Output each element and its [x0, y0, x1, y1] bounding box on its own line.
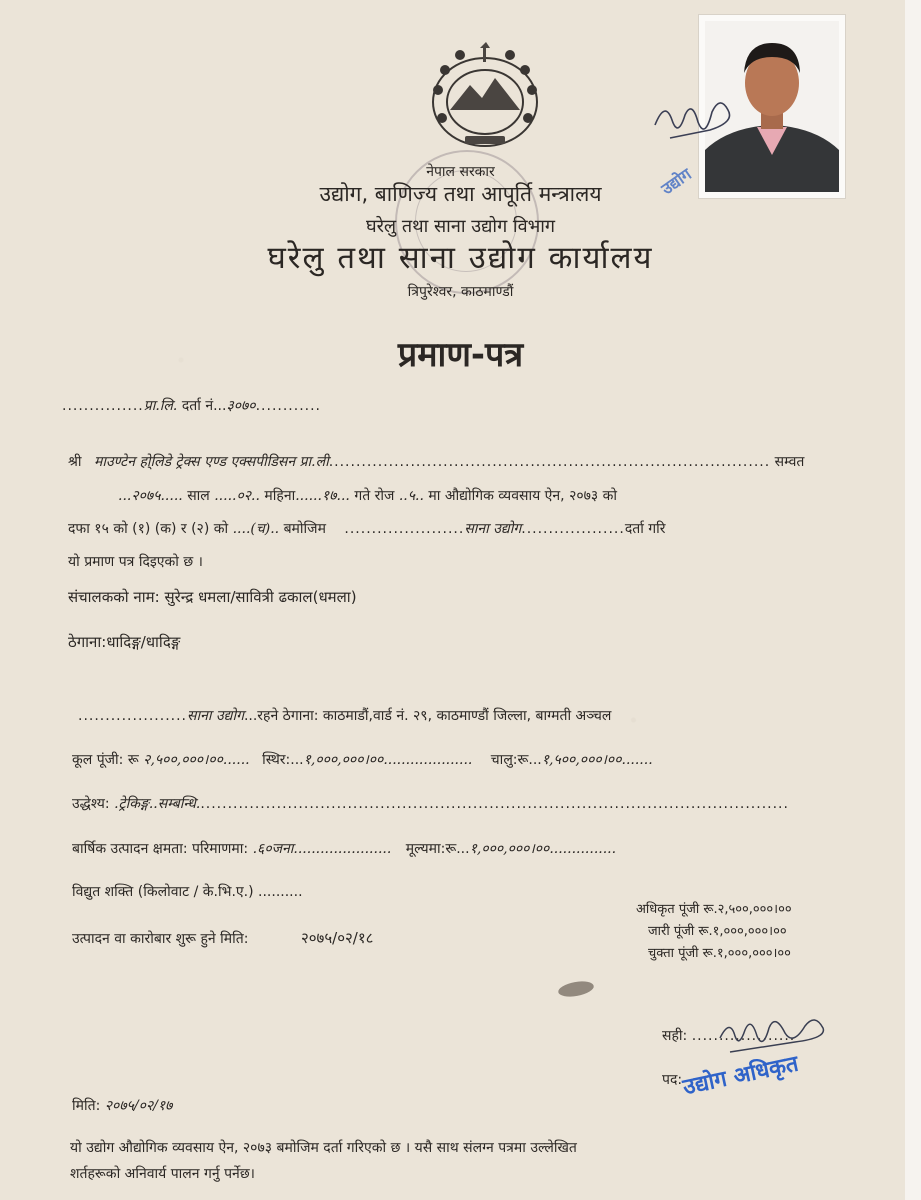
department-name: घरेलु तथा साना उद्योग विभाग	[365, 216, 556, 237]
office-location: त्रिपुरेश्वर, काठमाण्डौं	[407, 284, 514, 300]
reg-prefix-dots: ...............	[62, 398, 144, 414]
office-name: घरेलु तथा साना उद्योग कार्यालय	[267, 240, 654, 276]
capital-line	[72, 750, 653, 769]
reg-number: ३०७०	[226, 398, 256, 414]
reg-label: दर्ता नं...	[181, 398, 227, 414]
section-line	[68, 519, 666, 538]
signature-dots: ...................	[691, 1028, 796, 1044]
day-value: ......१७...	[295, 488, 350, 504]
reg-suffix-dots: ............	[255, 398, 321, 414]
company-line	[68, 452, 804, 471]
total-capital-label: कूल पूंजी: रू	[72, 752, 139, 768]
start-value: २०७५/०२/१८	[300, 929, 374, 947]
post-stamp: उद्योग अधिकृत	[680, 1051, 801, 1101]
year-value: ...२०७५.....	[118, 488, 183, 504]
category-value: साना उद्योग	[464, 521, 522, 537]
capacity-value-label: मूल्यमा:रू...	[405, 841, 470, 857]
date-line	[118, 486, 617, 505]
signature-scribble-bottom	[715, 1008, 835, 1058]
registration-line	[62, 396, 321, 415]
summary-issued: जारी पूंजी रू.१,०००,०००।००	[648, 924, 787, 939]
capacity-value: १,०००,०००।००...............	[469, 841, 617, 857]
shri-label: श्री	[68, 454, 82, 470]
issue-date-line	[72, 1096, 172, 1115]
fixed-capital-label: स्थिर:...	[262, 752, 304, 768]
top-blue-stamp: उद्योग	[657, 164, 695, 199]
act-text: मा औद्योगिक व्यवसाय ऐन, २०७३ को	[428, 488, 618, 504]
section-text: दफा १५ को (१) (क) र (२) को	[68, 521, 229, 537]
objective-dots: ............................................................................................................	[200, 796, 789, 812]
issue-date-value: २०७५/०२/१७	[104, 1098, 173, 1114]
month-label: महिना	[264, 488, 296, 504]
summary-paid: चुक्ता पूंजी रू.१,०००,०००।००	[648, 946, 791, 961]
reg-type: प्रा.लि.	[143, 398, 178, 414]
power-label: विद्युत शक्ति (किलोवाट / के.भि.ए.)	[72, 884, 254, 900]
total-capital-value: २,५००,०००।००......	[143, 752, 250, 768]
registered-text: दर्ता गरि	[624, 521, 666, 537]
power-value: ..........	[258, 884, 303, 900]
summary-authorized: अधिकृत पूंजी रू.२,५००,०००।००	[636, 902, 792, 917]
samvat-label: सम्वत	[774, 454, 805, 470]
capital-summary	[636, 899, 792, 965]
ministry-name: उद्योग, बाणिज्य तथा आपूर्ति मन्त्रालय	[319, 182, 602, 206]
signature-scribble-top	[650, 90, 740, 145]
signature-label: सही:	[662, 1028, 688, 1044]
power-line	[72, 882, 303, 901]
located-industry: साना उद्योग	[187, 708, 244, 724]
issue-date-label: मिति:	[72, 1098, 101, 1114]
year-label: साल	[187, 488, 210, 504]
category-dots: ......................	[344, 521, 465, 537]
issued-line: यो प्रमाण पत्र दिइएको छ ।	[68, 554, 203, 570]
working-capital-label: चालु:रू...	[490, 752, 542, 768]
located-dots: ....................	[78, 708, 188, 724]
operator-label: संचालकको नाम:	[68, 588, 160, 606]
operator-value: सुरेन्द्र धमला/सावित्री ढकाल(धमला)	[164, 588, 357, 606]
weekday-value: ..५..	[398, 488, 424, 504]
working-capital-value: १,५००,०००।००.......	[541, 752, 653, 768]
objective-line	[72, 794, 789, 813]
located-value: काठमाडौं,वार्ड नं. २९, काठमाण्डौं जिल्ला, बाग्मती अञ्चल	[322, 708, 612, 724]
capacity-line	[72, 839, 616, 858]
located-label: ...रहने ठेगाना:	[243, 708, 319, 724]
category-dots2: ...................	[521, 521, 625, 537]
post-label: पद:	[662, 1072, 683, 1088]
company-name: माउण्टेन हो्लिडे ट्रेक्स एण्ड एक्सपीडिसन प्रा.ली	[94, 454, 329, 470]
address-value: धादिङ्ग/धादिङ्ग	[106, 633, 181, 651]
objective-value: .ट्रेकिङ्ग..सम्बन्धि.	[114, 796, 201, 812]
start-label: उत्पादन वा कारोबार शुरू हुने मिति:	[72, 931, 249, 947]
address-label: ठेगाना:	[68, 633, 107, 651]
month-value: .....०२..	[214, 488, 260, 504]
capacity-quantity: .६०जना......................	[252, 841, 392, 857]
fixed-capital-value: १,०००,०००।००....................	[303, 752, 473, 768]
company-dots: .................................................................................	[328, 454, 771, 470]
nepal-emblem-icon	[420, 40, 550, 155]
located-line	[78, 706, 611, 725]
footer-line-1: यो उद्योग औद्योगिक व्यवसाय ऐन, २०७३ बमोजिम दर्ता गरिएको छ । यसै साथ संलग्न पत्रमा उल्लेखित	[70, 1140, 577, 1156]
address-line	[68, 632, 180, 652]
footer-line-2: शर्तहरूको अनिवार्य पालन गर्नु पर्नेछ।	[70, 1166, 255, 1182]
clause-value: ....(च)..	[232, 521, 280, 537]
operator-line	[68, 587, 357, 607]
start-date-line	[72, 928, 373, 948]
certificate-title: प्रमाण-पत्र	[397, 335, 524, 375]
objective-label: उद्धेश्य:	[72, 796, 110, 812]
government-label: नेपाल सरकार	[426, 164, 495, 180]
day-label: गते रोज	[354, 488, 395, 504]
according-text: बमोजिम	[283, 521, 326, 537]
capacity-label: बार्षिक उत्पादन क्षमता: परिमाणमा:	[72, 841, 249, 857]
